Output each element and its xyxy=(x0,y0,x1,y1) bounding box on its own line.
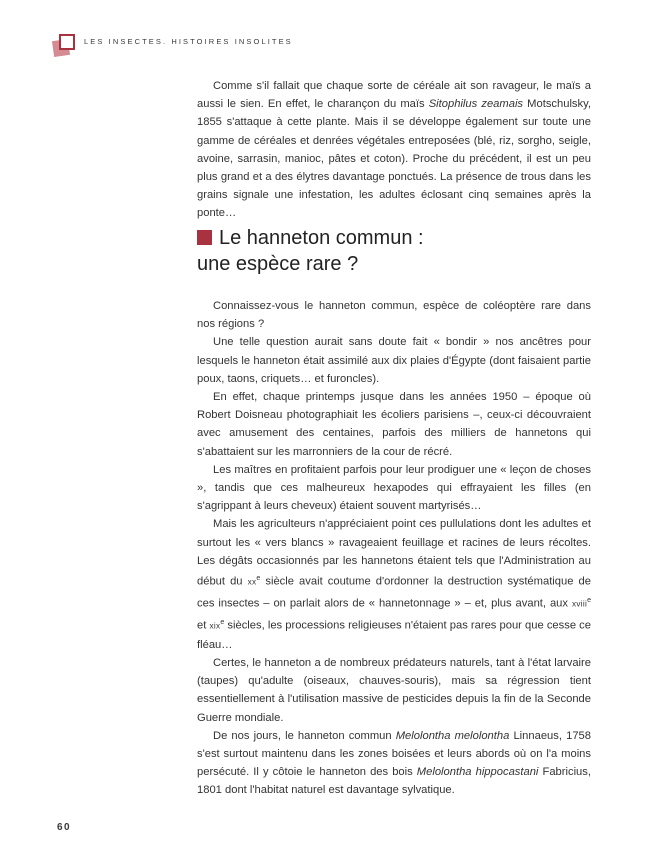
paragraph: Connaissez-vous le hanneton commun, espèce de coléoptère rare dans nos régions ? xyxy=(197,300,591,331)
section-heading xyxy=(197,225,591,277)
text-run: De nos jours, le hanneton commun xyxy=(213,729,396,742)
superscript: e xyxy=(587,596,591,604)
paragraph: Une telle question aurait sans doute fait « bondir » nos ancêtres pour lesquels le hanneton était assimilé aux dix plaies d'Égypte (dont faisaient partie poux, taons, criquets… et furoncles). xyxy=(197,336,591,385)
text-run: Motschulsky, 1855 s'attaque à cette plante. Mais il se développe également sur toute une gamme de céréales et denrées végétales entreposées (blé, riz, sorgho, seigle, avoine, sarrasin, manioc, pâtes et coton). Proche du précédent, il est un peu plus grand et a des élytres davantage ponctués. La présence de trous dans les grains signale une infestation, les adultes éclosant cinq semaines après la ponte… xyxy=(197,98,591,220)
logo-front-square xyxy=(59,34,75,50)
heading-square-icon xyxy=(197,230,212,245)
text-run: Mais les agriculteurs n'appréciaient point ces pullulations dont les adultes et surtout les « vers blancs » ravageaient feuillage et racines de leurs récoltes. Les dégâts occasionnés par les hannetons étaient tels que l'Administration au début du xyxy=(197,518,591,588)
heading-line-2: une espèce rare ? xyxy=(197,253,359,275)
text-run: Linnaeus, 1758 s'est surtout maintenu dans les zones boisées et leurs abords où on l'a moins persécuté. Il y côtoie le hanneton des bois xyxy=(197,729,591,779)
book-logo-icon xyxy=(53,34,77,58)
running-head: LES INSECTES. HISTOIRES INSOLITES xyxy=(84,37,293,46)
scientific-name: Sitophilus zeamais xyxy=(428,98,524,111)
text-run: siècles, les processions religieuses n'étaient pas rares pour que cesse ce fléau… xyxy=(197,619,591,651)
paragraph: Certes, le hanneton a de nombreux prédateurs naturels, tant à l'état larvaire (taupes) qu'adulte (oiseaux, chauves-souris), mais sa régression tient essentiellement à l'utilisation massive de pesticides depuis la fin de la Seconde Guerre mondiale. xyxy=(197,657,591,724)
paragraph xyxy=(197,727,591,800)
century-numeral: xix xyxy=(209,621,221,631)
text-run: et xyxy=(197,619,210,632)
text-run: Comme s'il fallait que chaque sorte de céréale ait son ravageur, le maïs a aussi le sien. En effet, le charançon du maïs xyxy=(197,80,591,111)
intro-paragraphs xyxy=(197,77,591,223)
superscript: e xyxy=(220,618,225,626)
paragraph: En effet, chaque printemps jusque dans les années 1950 – époque où Robert Doisneau photographiait les écoliers parisiens –, ceux-ci découvraient avec amusement des centaines, parfois des milliers de hannetons qui s'abattaient sur les marronniers de la cour de récré. xyxy=(197,391,591,458)
century-numeral: xviii xyxy=(571,599,588,609)
text-run: Fabricius, 1801 dont l'habitat naturel est davantage sylvatique. xyxy=(197,766,591,797)
paragraph: Les maîtres en profitaient parfois pour leur prodiguer une « leçon de choses », tandis que ces malheureux hexapodes qui effrayaient les filles (en s'agrippant à leurs cheveux) étaient souvent martyrisés… xyxy=(197,463,591,513)
paragraph xyxy=(197,515,591,654)
heading-line-1 xyxy=(197,225,591,251)
text-run: siècle avait coutume d'ordonner la destruction systématique de ces insectes – on parlait alors de « hannetonnage » – et, plus avant, aux xyxy=(197,575,591,610)
scientific-name: Melolontha hippocastani xyxy=(416,766,539,779)
heading-text: Le hanneton commun : xyxy=(219,227,424,249)
superscript: e xyxy=(256,575,261,583)
century-numeral: xx xyxy=(247,577,257,587)
page-number: 60 xyxy=(57,822,72,833)
paragraph xyxy=(197,77,591,223)
scientific-name: Melolontha melolontha xyxy=(395,729,510,742)
body-paragraphs xyxy=(197,297,591,800)
